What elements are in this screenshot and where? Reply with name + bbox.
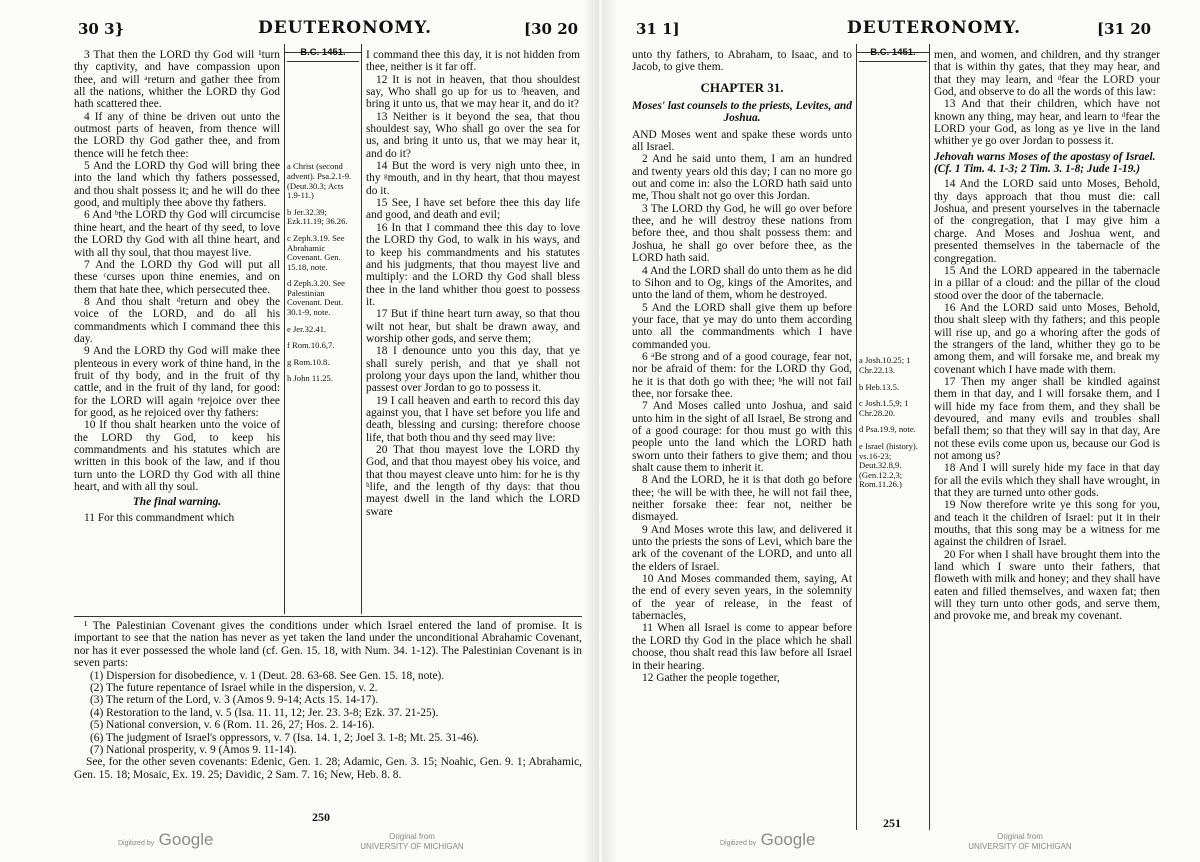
verse: 13 Neither is it beyond the sea, that thou shouldest say, Who shall go over the sea for us, and bring it unto us, that we may hear it, and do it? — [366, 110, 580, 160]
footnote-item: (6) The judgment of Israel's oppressors, v. 7 (Isa. 14. 1, 2; Joel 3. 1-8; Mt. 25. 31-46). — [90, 731, 479, 744]
margin-ref: e Israel (history). vs.16-23; Deut.32.8,9. (Gen.12.2,3; Rom.11.26.) — [859, 440, 918, 490]
margin-ref: b Jer.32.39; Ezk.11.19; 36.26. — [287, 206, 348, 227]
digitized-by-google-right — [720, 830, 815, 850]
left-column-2 — [366, 49, 580, 615]
footnote-intro: ¹ The Palestinian Covenant gives the conditions under which Israel entered the land of promise. It is important to see that the nation has never as yet taken the land under the unconditional Abrahamic Covenant, nor has it ever possessed the whole land (cf. Gen. 15. 18, with Num. 34. 1-12). The Palestinian Covenant is in seven parts: — [74, 620, 582, 670]
original-label: Original from — [997, 832, 1043, 841]
verse: 9 And Moses wrote this law, and delivered it unto the priests the sons of Levi, which bare the ark of the covenant of the LORD, and unto all the elders of Israel. — [632, 523, 852, 573]
verse: 8 And thou shalt ᵈreturn and obey the voice of the LORD, and do all his commandments which I command thee this day. — [74, 295, 280, 345]
left-column-1 — [74, 49, 280, 615]
footnote-item: (5) National conversion, v. 6 (Rom. 11. 26, 27; Hos. 2. 14-16). — [90, 719, 375, 732]
margin-ref: f Rom.10.6,7. — [287, 340, 335, 351]
margin-ref: a Josh.10.25; 1 Chr.22.13. — [859, 355, 911, 375]
margin-ref: d Zeph.3.20. See Palestinian Covenant. Deut. 30.1-9, note. — [287, 278, 345, 318]
verse: 4 And the LORD shall do unto them as he did to Sihon and to Og, kings of the Amorites, and unto the land of them, whom he destroyed. — [632, 264, 852, 302]
right-column-1 — [632, 49, 852, 819]
left-header-title: DEUTERONOMY. — [258, 18, 433, 38]
verse: I command thee this day, it is not hidden from thee, neither is it far off. — [366, 49, 580, 74]
left-header-chapter: 30 3} — [78, 20, 125, 38]
verse: 19 I call heaven and earth to record this day against you, that I have set before you life and death, blessing and cursing: therefore choose life, that both thou and thy seed may live: — [366, 394, 580, 444]
footnote-item: (1) Dispersion for disobedience, v. 1 (Deut. 28. 63-68. See Gen. 15. 18, note). — [90, 669, 445, 682]
verse: 5 And the LORD shall give them up before your face, that ye may do unto them according unto all the commandments which I have commanded you. — [632, 301, 852, 351]
left-col-rule-2 — [361, 44, 362, 614]
original-label: Original from — [389, 832, 435, 841]
verse: 20 That thou mayest love the LORD thy God, and that thou mayest obey his voice, and that thou mayest cleave unto him: for he is thy ʰlife, and the length of thy days: that thou mayest dwell in the land which the LORD sware — [366, 444, 580, 518]
verse: 16 And the LORD said unto Moses, Behold, thou shalt sleep with thy fathers; and this people will rise up, and go a whoring after the gods of the strangers of the land, whither they go to be among them, and will forsake me, and break my covenant which I have made with them. — [934, 301, 1160, 376]
margin-ref: g Rom.10.8. — [287, 356, 330, 367]
verse: 7 And Moses called unto Joshua, and said unto him in the sight of all Israel, Be strong and of a good courage: for thou must go with this people unto the land which the LORD hath sworn unto their fathers to give them; and thou shalt cause them to inherit it. — [632, 400, 852, 474]
verse: 9 And the LORD thy God will make thee plenteous in every work of thine hand, in the fruit of thy body, and in the fruit of thy cattle, and in the fruit of thy land, for good: for the LORD will again ᵉrejoice over thee for good, as he rejoiced over thy fathers: — [74, 345, 280, 419]
verse: unto thy fathers, to Abraham, to Isaac, and to Jacob, to give them. — [632, 49, 852, 74]
margin-ref: c Zeph.3.19. See Abrahamic Covenant. Gen. 15.18, note. — [287, 232, 345, 272]
google-logo: Google — [158, 830, 214, 849]
margin-date: B.C. 1451. — [859, 47, 927, 62]
footnote-item: (7) National prosperity, v. 9 (Amos 9. 11-14). — [90, 744, 297, 757]
margin-ref: c Josh.1.5,9; 1 Chr.28.20. — [859, 398, 909, 418]
margin-ref: e Jer.32.41. — [287, 323, 327, 334]
section-heading: Jehovah warns Moses of the apostasy of Israel. (Cf. 1 Tim. 4. 1-3; 2 Tim. 3. 1-8; Jude 1-19.) — [934, 150, 1156, 176]
verse: 10 And Moses commanded them, saying, At the end of every seven years, in the solemnity of the year of release, in the feast of tabernacles, — [632, 573, 852, 623]
margin-ref: b Heb.13.5. — [859, 381, 900, 392]
footnote — [74, 620, 582, 810]
verse: 16 In that I command thee this day to love the LORD thy God, to walk in his ways, and to keep his commandments and his statutes and his judgments, that thou mayest live and multiply: and the LORD thy God shall bless thee in the land whither thou goest to possess it. — [366, 221, 580, 308]
margin-date: B.C. 1451. — [287, 47, 359, 62]
original-from-left — [332, 832, 492, 852]
google-logo: Google — [760, 830, 816, 849]
footnote-item: (4) Restoration to the land, v. 5 (Isa. 11. 11, 12; Jer. 23. 3-8; Ezk. 37. 21-25). — [90, 706, 439, 719]
section-heading: The final warning. — [132, 496, 222, 509]
verse: 14 And the LORD said unto Moses, Behold, thy days approach that thou must die: call Joshua, and present yourselves in the tabernacle of the congregation, that I may give him a charge. And Moses and Joshua went, and presented themselves in the tabernacle of the congregation. — [934, 178, 1160, 265]
left-margin-notes — [287, 47, 359, 607]
margin-ref: h John 11.25. — [287, 373, 333, 384]
verse: 7 And the LORD thy God will put all these ᶜcurses upon thine enemies, and on them that hate thee, which persecuted thee. — [74, 258, 280, 296]
verse: 13 And that their children, which have not known any thing, may hear, and learn to ᵈfear the LORD your God, as long as ye live in the land whither ye go over Jordan to possess it. — [934, 98, 1160, 148]
right-col-rule-2 — [929, 44, 930, 830]
verse: 20 For when I shall have brought them into the land which I sware unto their fathers, that floweth with milk and honey; and they shall have eaten and filled themselves, and waxen fat; then will they turn unto other gods, and serve them, and provoke me, and break my covenant. — [934, 548, 1160, 623]
margin-ref: d Psa.19.9, note. — [859, 424, 916, 435]
chapter-subtitle: Moses' last counsels to the priests, Levites, and Joshua. — [632, 100, 852, 125]
left-col-rule-1 — [284, 44, 285, 614]
verse: 4 If any of thine be driven out unto the outmost parts of heaven, from thence will the LORD thy God gather thee, and from thence will he fetch thee: — [74, 110, 280, 160]
footnote-item: (2) The future repentance of Israel while in the dispersion, v. 2. — [90, 682, 378, 695]
verse: 17 But if thine heart turn away, so that thou wilt not hear, but shalt be drawn away, and worship other gods, and serve them; — [366, 308, 580, 345]
page-number-left: 250 — [312, 810, 330, 824]
margin-ref: a Christ (second advent). Psa.2.1-9. (Deut.30.3; Acts 1.9-11.) — [287, 161, 352, 201]
verse: 10 If thou shalt hearken unto the voice of the LORD thy God, to keep his commandments and his statutes which are written in this book of the law, and if thou turn unto the LORD thy God with all thine heart, and with all thy soul. — [74, 419, 280, 494]
verse: 15 And the LORD appeared in the tabernacle in a pillar of a cloud: and the pillar of the cloud stood over the door of the tabernacle. — [934, 264, 1160, 302]
verse: 11 For this commandment which — [84, 511, 235, 524]
verse: 19 Now therefore write ye this song for you, and teach it the children of Israel: put it in their mouths, that this song may be a witness for me against the children of Israel. — [934, 499, 1160, 549]
right-header-chapter: 31 1] — [636, 20, 680, 38]
footnote-tail: See, for the other seven covenants: Edenic, Gen. 1. 28; Adamic, Gen. 3. 15; Noahic, Gen. 9. 1; Abrahamic, Gen. 15. 18; Mosaic, Ex. 19. 25; Davidic, 2 Sam. 7. 16; New, Heb. 8. 8. — [74, 756, 582, 781]
digitized-label: Digitized by — [720, 840, 757, 847]
verse: 6 ᵃBe strong and of a good courage, fear not, nor be afraid of them: for the LORD thy God, he it is that doth go with thee; ᵇhe will not fail thee, nor forsake thee. — [632, 350, 852, 400]
verse: men, and women, and children, and thy stranger that is within thy gates, that they may hear, and that they may learn, and ᵈfear the LORD your God, and observe to do all the words of this law: — [934, 49, 1160, 99]
book-gutter — [584, 0, 616, 862]
chapter-title: CHAPTER 31. — [700, 79, 784, 95]
original-institution: UNIVERSITY OF MICHIGAN — [360, 842, 464, 851]
verse: 15 See, I have set before thee this day life and good, and death and evil; — [366, 197, 580, 222]
verse: 12 Gather the people together, — [642, 671, 780, 684]
right-page — [600, 0, 1200, 862]
verse: 18 I denounce unto you this day, that ye shall surely perish, and that ye shall not prolong your days upon the land, whither thou passest over Jordan to go to possess it. — [366, 345, 580, 395]
verse: 11 When all Israel is come to appear before the LORD thy God in the place which he shall choose, thou shalt read this law before all Israel in their hearing. — [632, 622, 852, 672]
footnote-rule — [74, 616, 582, 617]
verse: AND Moses went and spake these words unto all Israel. — [632, 128, 852, 154]
page-number-right: 251 — [883, 816, 901, 830]
verse: 5 And the LORD thy God will bring thee into the land which thy fathers possessed, and thou shalt possess it; and he will do thee good, and multiply thee above thy fathers. — [74, 160, 280, 210]
left-header-range: [30 20 — [524, 20, 579, 38]
verse: 8 And the LORD, he it is that doth go before thee; ᶜhe will be with thee, he will not fail thee, neither forsake thee: fear not, neither be dismayed. — [632, 474, 852, 524]
verse: 17 Then my anger shall be kindled against them in that day, and I will forsake them, and I will hide my face from them, and they shall be devoured, and many evils and troubles shall befall them; so that they will say in that day, Are not these evils come upon us, because our God is not among us? — [934, 375, 1160, 462]
original-institution: UNIVERSITY OF MICHIGAN — [968, 842, 1072, 851]
verse: 6 And ᵇthe LORD thy God will circumcise thine heart, and the heart of thy seed, to love the LORD thy God with all thine heart, and with all thy soul, that thou mayest live. — [74, 209, 280, 259]
digitized-label: Digitized by — [118, 840, 155, 847]
digitized-by-google-left — [118, 830, 213, 850]
right-column-2 — [934, 49, 1160, 819]
original-from-right — [940, 832, 1100, 852]
verse: 3 The LORD thy God, he will go over before thee, and he will destroy these nations from before thee, and thou shalt possess them: and Joshua, he shall go over before thee, as the LORD hath said. — [632, 202, 852, 265]
verse: 18 And I will surely hide my face in that day for all the evils which they shall have wrought, in that they are turned unto other gods. — [934, 462, 1160, 500]
right-col-rule-1 — [856, 44, 857, 830]
verse: 2 And he said unto them, I am an hundred and twenty years old this day; I can no more go out and come in: also the LORD hath said unto me, Thou shalt not go over this Jordan. — [632, 153, 852, 203]
right-header-range: [31 20 — [1097, 20, 1152, 38]
right-margin-notes — [859, 47, 927, 527]
verse: 14 But the word is very nigh unto thee, in thy ᵍmouth, and in thy heart, that thou mayest do it. — [366, 160, 580, 197]
right-header-title: DEUTERONOMY. — [847, 18, 1022, 38]
verse: 3 That then the LORD thy God will ¹turn thy captivity, and have compassion upon thee, and will ᵃreturn and gather thee from all the nations, whither the LORD thy God hath scattered thee. — [74, 49, 280, 111]
footnote-item: (3) The return of the Lord, v. 3 (Amos 9. 9-14; Acts 15. 14-17). — [90, 694, 379, 707]
verse: 12 It is not in heaven, that thou shouldest say, Who shall go up for us to ᶠheaven, and bring it unto us, that we may hear it, and do it? — [366, 73, 580, 111]
